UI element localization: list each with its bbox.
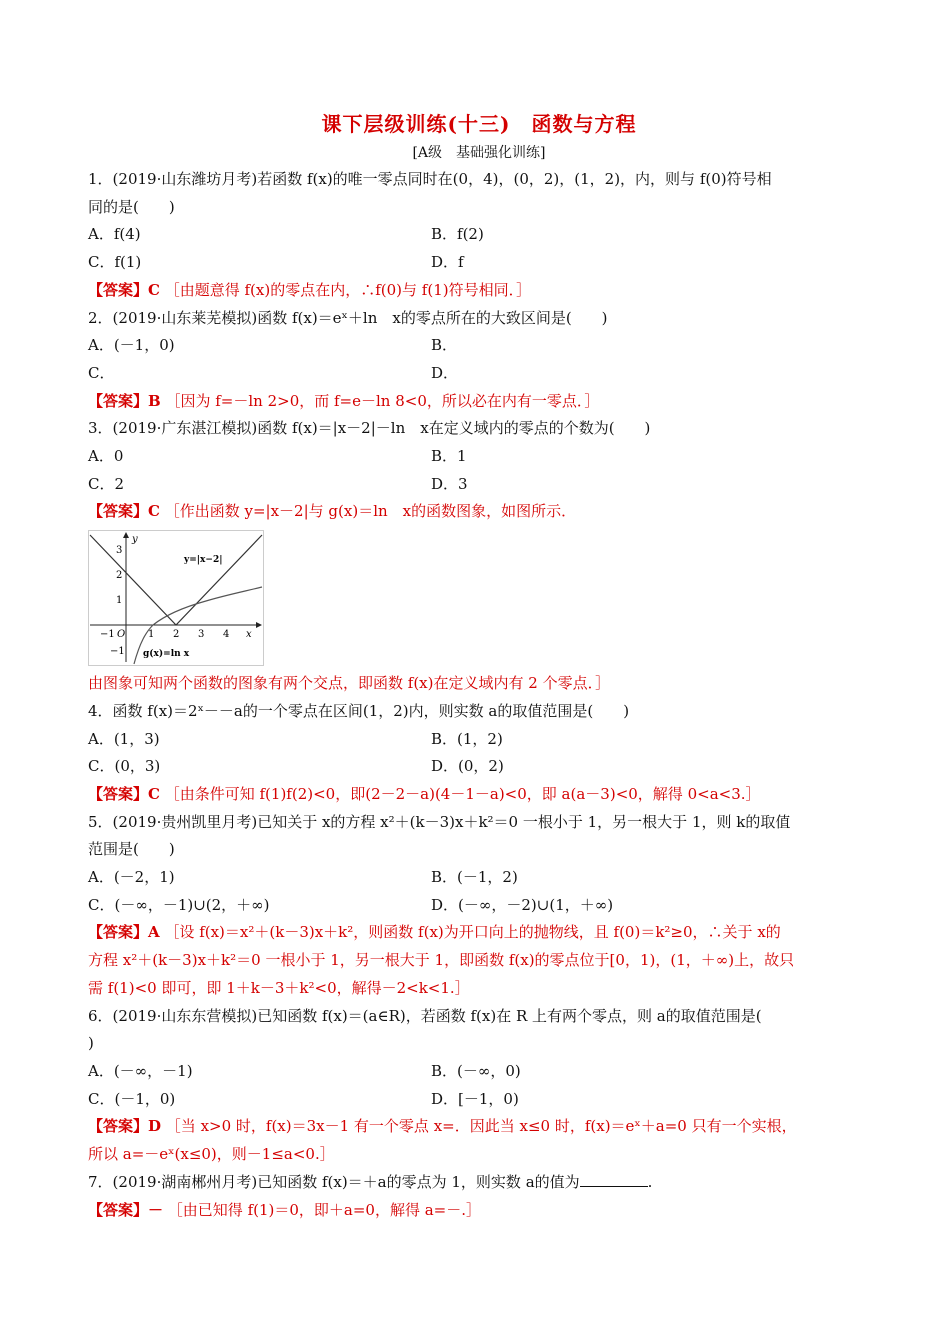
question-6-stem-cont: )	[88, 1034, 94, 1053]
question-1-options-row-1	[88, 221, 870, 249]
ln-curve-label: g(x)=ln x	[143, 649, 190, 660]
x-tick-4: 4	[223, 629, 230, 641]
function-graph	[88, 530, 264, 666]
question-7-stem	[88, 1169, 870, 1197]
option-c: C．(0，3)	[88, 757, 161, 776]
section-subtitle: [A级 基础强化训练]	[412, 145, 546, 161]
option-a: A．(－2，1)	[88, 868, 175, 887]
option-c: C．2	[88, 474, 125, 493]
option-b: B．(－1，2)	[431, 868, 518, 887]
answer-6	[88, 1113, 870, 1141]
abs-curve-label: y=|x−2|	[184, 555, 223, 566]
answer-tag: 【答案】C	[88, 280, 160, 299]
option-a: A．0	[88, 447, 124, 466]
x-tick-2: 2	[173, 629, 180, 641]
answer-text: ［设 f(x)＝x²＋(k－3)x＋k²，则函数 f(x)为开口向上的抛物线，且 f(0)＝k²≥0，∴关于 x的	[164, 923, 781, 942]
answer-tag: 【答案】A	[88, 923, 160, 942]
question-7	[88, 1169, 870, 1224]
option-c: C．f(1)	[88, 253, 142, 272]
option-a: A．(1，3)	[88, 729, 160, 748]
option-b: B．	[431, 336, 458, 355]
answer-tag: 【答案】C	[88, 784, 160, 803]
question-1-stem-cont: 同的是( )	[88, 197, 175, 216]
answer-6-cont: 所以 a=－eˣ(x≤0)，则－1≤a<0.］	[88, 1145, 335, 1164]
question-1-stem: 1．(2019·山东潍坊月考)若函数 f(x)的唯一零点同时在(0，4)，(0，2)，(1，2)，内，则与 f(0)符号相	[88, 170, 772, 188]
answer-text: ［由已知得 f(1)＝0，即＋a=0，解得 a=－.］	[167, 1200, 482, 1219]
question-2-options-row-2	[88, 360, 870, 388]
option-c: C．	[88, 363, 115, 382]
question-3	[88, 415, 870, 698]
question-2-stem: 2．(2019·山东莱芜模拟)函数 f(x)＝eˣ＋ln x的零点所在的大致区间是( )	[88, 308, 608, 327]
answer-blank	[580, 1172, 648, 1187]
answer-tag: 【答案】－	[88, 1200, 164, 1219]
question-3-options-row-1	[88, 443, 870, 471]
question-1	[88, 166, 870, 305]
answer-text: ［作出函数 y=|x－2|与 g(x)＝ln x的函数图象，如图所示．	[164, 502, 577, 521]
option-b: B．(－∞，0)	[431, 1061, 521, 1080]
option-d: D．	[431, 363, 459, 382]
option-b: B．1	[431, 447, 467, 466]
question-1-options-row-2	[88, 249, 870, 277]
question-5-options-row-1	[88, 864, 870, 892]
x-tick-neg1: −1	[100, 629, 115, 641]
answer-tag: 【答案】C	[88, 502, 160, 521]
answer-tag: 【答案】B	[88, 391, 161, 410]
x-tick-1: 1	[148, 629, 155, 641]
origin-label: O	[117, 629, 126, 641]
answer-5-cont-1: 方程 x²＋(k－3)x＋k²＝0 一根小于 1，另一根大于 1，即函数 f(x)的零点位于[0，1)，(1，＋∞)上，故只	[88, 951, 795, 970]
x-axis-label: x	[246, 629, 252, 641]
answer-text: ［当 x>0 时，f(x)＝3x－1 有一个零点 x=．因此当 x≤0 时，f(x)＝eˣ＋a=0 只有一个实根，	[165, 1117, 797, 1136]
page-title: 课下层级训练(十三) 函数与方程	[321, 112, 637, 136]
answer-7	[88, 1197, 870, 1225]
option-c: C．(－∞，－1)∪(2，＋∞)	[88, 895, 270, 914]
question-7-period: .	[647, 1172, 653, 1191]
answer-1	[88, 277, 870, 305]
question-6-options-row-2	[88, 1086, 870, 1114]
answer-3	[88, 498, 870, 526]
answer-text: ［由题意得 f(x)的零点在内，∴f(0)与 f(1)符号相同．］	[164, 280, 532, 299]
question-4-stem: 4．函数 f(x)＝2ˣ－－a的一个零点在区间(1，2)内，则实数 a的取值范围是( )	[88, 701, 630, 720]
option-d: D．(－∞，－2)∪(1，＋∞)	[431, 895, 614, 914]
question-6-options-row-1	[88, 1058, 870, 1086]
question-2-options-row-1	[88, 332, 870, 360]
option-a: A．(－∞，－1)	[88, 1061, 193, 1080]
question-5-stem: 5．(2019·贵州凯里月考)已知关于 x的方程 x²＋(k－3)x＋k²＝0 一根小于 1，另一根大于 1，则 k的取值	[88, 812, 791, 831]
question-2	[88, 305, 870, 416]
x-tick-3: 3	[198, 629, 205, 641]
y-tick-2: 2	[116, 570, 123, 582]
question-5	[88, 809, 870, 1003]
question-5-options-row-2	[88, 892, 870, 920]
option-a: A．f(4)	[88, 225, 141, 244]
question-7-text: 7．(2019·湖南郴州月考)已知函数 f(x)＝＋a的零点为 1，则实数 a的值为	[88, 1172, 580, 1191]
option-d: D．[－1，0)	[431, 1089, 519, 1108]
question-5-stem-cont: 范围是( )	[88, 840, 175, 859]
question-6	[88, 1003, 870, 1169]
answer-5	[88, 919, 870, 947]
function-graph-figure	[88, 530, 264, 666]
question-6-stem: 6．(2019·山东东营模拟)已知函数 f(x)＝(a∈R)，若函数 f(x)在 R 上有两个零点，则 a的取值范围是(	[88, 1006, 762, 1025]
question-4-options-row-2	[88, 753, 870, 781]
question-3-options-row-2	[88, 471, 870, 499]
option-d: D．3	[431, 474, 468, 493]
answer-tag: 【答案】D	[88, 1117, 162, 1136]
answer-3-conclusion: 由图象可知两个函数的图象有两个交点，即函数 f(x)在定义域内有 2 个零点．］	[88, 674, 611, 693]
answer-text: ［因为 f=－ln 2>0，而 f=e－ln 8<0，所以必在内有一零点．］	[165, 391, 600, 410]
question-4	[88, 698, 870, 809]
question-3-stem: 3．(2019·广东湛江模拟)函数 f(x)＝|x－2|－ln x在定义域内的零点的个数为( )	[88, 419, 651, 438]
option-d: D．(0，2)	[431, 757, 504, 776]
answer-4	[88, 781, 870, 809]
option-b: B．f(2)	[431, 225, 484, 244]
question-4-options-row-1	[88, 726, 870, 754]
answer-2	[88, 388, 870, 416]
option-b: B．(1，2)	[431, 729, 503, 748]
y-tick-3: 3	[116, 545, 123, 557]
y-axis-label: y	[132, 534, 138, 546]
y-tick-1: 1	[116, 595, 123, 607]
answer-5-cont-2: 需 f(1)<0 即可，即 1＋k－3＋k²<0，解得－2<k<1.］	[88, 978, 470, 997]
option-d: D．f	[431, 253, 464, 272]
option-c: C．(－1，0)	[88, 1089, 176, 1108]
document-page	[88, 110, 870, 1224]
answer-text: ［由条件可知 f(1)f(2)<0，即(2－2－a)(4－1－a)<0，即 a(a－3)<0，解得 0<a<3.］	[164, 784, 761, 803]
y-tick-neg1: −1	[110, 646, 125, 658]
option-a: A．(－1，0)	[88, 336, 175, 355]
